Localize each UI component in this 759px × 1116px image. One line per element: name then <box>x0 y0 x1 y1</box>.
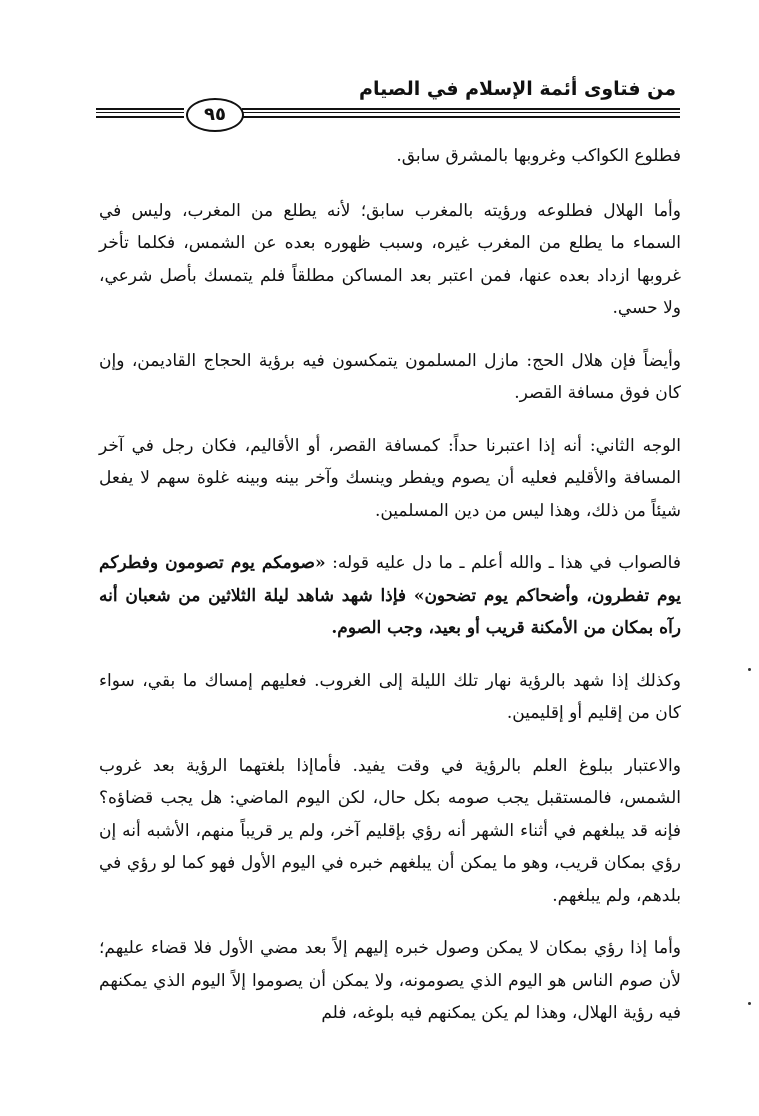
paragraph: والاعتبار ببلوغ العلم بالرؤية في وقت يفيد. فأماإذا بلغتهما الرؤية بعد غروب الشمس، فالمستقبل يجب صومه بكل حال، لكن اليوم الماضي: هل يجب قضاؤه؟ فإنه قد يبلغهم في أثناء الشهر أنه رؤي بإقليم آخر، ولم ير قريباً منهم، الأشبه أنه إن رؤي بمكان قريب، وهو ما يمكن أن يبلغهم خبره في اليوم الأول فهو كما لو رؤي في بلدهم، ولم يبلغهم. <box>99 755 681 906</box>
paragraph-intro: فالصواب في هذا ـ والله أعلم ـ ما دل عليه قوله: <box>325 553 681 573</box>
paragraph: وأما إذا رؤي بمكان لا يمكن وصول خبره إليهم إلاً بعد مضي الأول فلا قضاء عليهم؛ لأن صوم الناس هو اليوم الذي يصومونه، ولا يمكن أن يصوموا إلاً اليوم الذي يمكنهم فيه رؤية الهلال، وهذا لم يكن يمكنهم فيه بلوغه، فلم <box>99 938 681 1023</box>
paragraph: وكذلك إذا شهد بالرؤية نهار تلك الليلة إلى الغروب. فعليهم إمساك ما بقي، سواء كان من إقليم أو إقليمين. <box>99 670 681 723</box>
page-header <box>96 70 680 126</box>
margin-speck <box>748 1002 751 1005</box>
paragraph: الوجه الثاني: أنه إذا اعتبرنا حداً: كمسافة القصر، أو الأقاليم، فكان رجل في آخر المسافة والأقليم فعليه أن يصوم ويفطر وينسك وآخر بينه وبينه غلوة سهم لا يفعل شيئاً من ذلك، وهذا ليس من دين المسلمين. <box>99 435 681 521</box>
paragraph <box>99 547 681 645</box>
paragraph: فطلوع الكواكب وغروبها بالمشرق سابق. <box>396 146 681 166</box>
header-rule-line <box>242 116 680 118</box>
header-rule-line <box>96 116 184 118</box>
paragraph: وأما الهلال فطلوعه ورؤيته بالمغرب سابق؛ لأنه يطلع من المغرب، وليس في السماء ما يطلع من المغرب غيره، وسبب ظهوره بعده عن الشمس، فكلما تأخر غروبها ازداد بعده عنها، فمن اعتبر بعد المساكن مطلقاً فلم يتمسك بأصل شرعي، ولا حسي. <box>99 200 681 318</box>
header-rule-line <box>242 112 680 113</box>
paragraph-continuation: فإذا شهد شاهد ليلة الثلاثين من شعبان أنه رآه بمكان من الأمكنة قريب أو بعيد، وجب الصوم. <box>99 585 681 638</box>
page-number: ٩٥ <box>186 98 244 132</box>
body-text <box>99 140 681 1050</box>
margin-speck <box>748 668 751 671</box>
running-title: من فتاوى أئمة الإسلام في الصيام <box>359 78 676 100</box>
header-rule-line <box>96 108 184 110</box>
header-rule-line <box>96 112 184 113</box>
paragraph: وأيضاً فإن هلال الحج: مازل المسلمون يتمكسون فيه برؤية الحجاج القاديمن، وإن كان فوق مسافة القصر. <box>99 350 681 403</box>
hadith-quote: «صومكم يوم تصومون وفطركم يوم تفطرون، وأضحاكم يوم تضحون» <box>99 553 681 606</box>
header-rule-line <box>242 108 680 110</box>
header-rule <box>96 108 680 120</box>
